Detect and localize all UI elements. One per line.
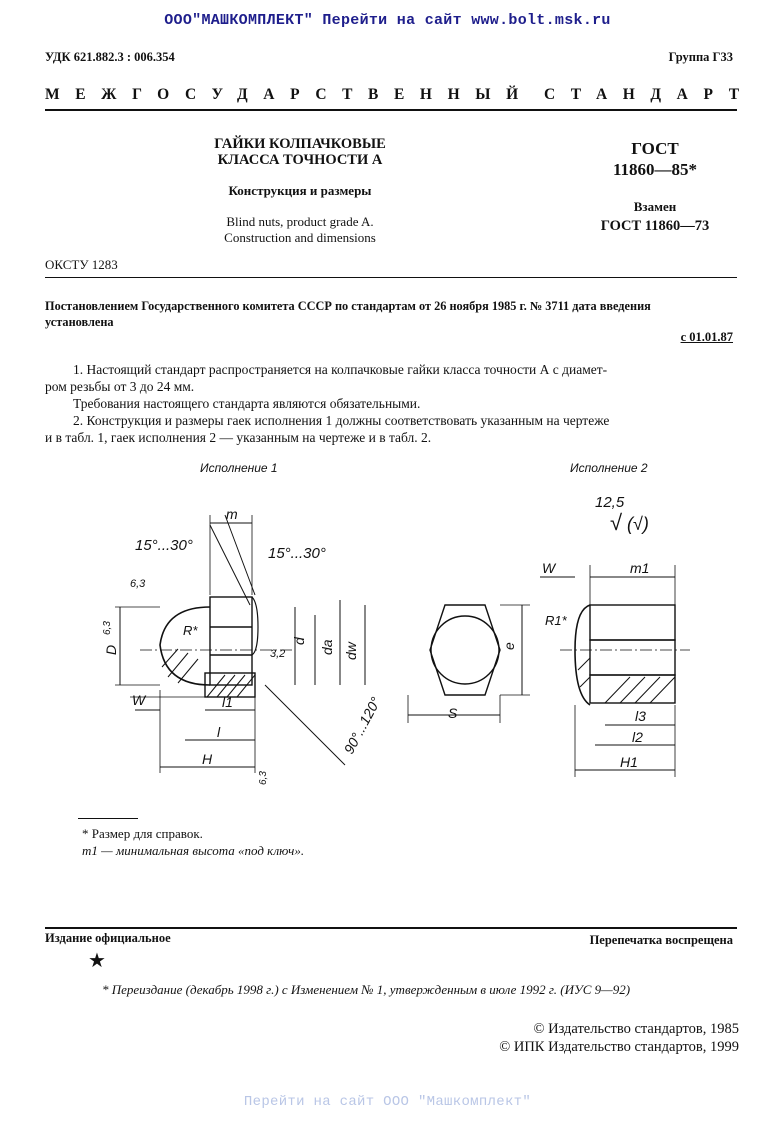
- label-d: d: [291, 637, 307, 645]
- group-code: Группа Г33: [668, 50, 733, 64]
- version-1-hex-view: [408, 605, 530, 723]
- replaces-value: ГОСТ 11860—73: [600, 218, 710, 234]
- label-m: m: [226, 506, 238, 522]
- label-roughness-63: 6,3: [130, 578, 146, 590]
- english-title: [180, 214, 420, 246]
- version-2-side-view: [540, 565, 690, 777]
- label-s: S: [448, 705, 458, 721]
- paragraph-3-line-1: 2. Конструкция и размеры гаек исполнения 1 должны соответствовать указанным на чертеже: [73, 413, 610, 428]
- title-line-1: ГАЙКИ КОЛПАЧКОВЫЕ: [214, 136, 386, 152]
- label-l: l: [217, 724, 221, 740]
- decree-text: [45, 298, 737, 330]
- label-angle: 90°...120°: [340, 694, 384, 757]
- decree-line-2: установлена: [45, 315, 114, 329]
- document-subtitle: Конструкция и размеры: [228, 183, 372, 198]
- label-D: D: [103, 644, 119, 655]
- notes-divider: [78, 818, 138, 819]
- label-chamfer-left: 15°...30°: [135, 537, 193, 554]
- paragraph-1-line-1: 1. Настоящий стандарт распространяется на колпачковые гайки класса точности А с диамет-: [73, 362, 608, 377]
- banner-left: МЕЖГОСУДАРСТВЕННЫЙ: [45, 86, 534, 103]
- label-W2: W: [542, 560, 556, 576]
- label-l1: l1: [222, 694, 233, 710]
- reissue-note: * Переиздание (декабрь 1998 г.) с Изменением № 1, утвержденным в июле 1992 г. (ИУС 9—92): [102, 982, 631, 997]
- label-H1: H1: [620, 754, 638, 770]
- label-dw: dw: [343, 642, 359, 660]
- top-rule: [45, 109, 737, 111]
- title-line-2: КЛАССА ТОЧНОСТИ А: [217, 152, 383, 168]
- star-icon: ★: [88, 950, 106, 972]
- english-title-line-1: Blind nuts, product grade A.: [226, 214, 374, 229]
- label-da: da: [319, 639, 335, 655]
- paragraph-2: Требования настоящего стандарта являются обязательными.: [73, 396, 421, 411]
- body-text: [45, 361, 737, 446]
- label-m1: m1: [630, 560, 650, 576]
- copyright-line-2: © ИПК Издательство стандартов, 1999: [499, 1039, 739, 1055]
- replaces-label: Взамен: [633, 199, 677, 214]
- roughness-check-icon: √: [610, 510, 623, 535]
- note-min-height: m1 — минимальная высота «под ключ».: [82, 843, 305, 858]
- footer-rule: [45, 927, 737, 929]
- label-roughness-32: 3,2: [270, 648, 286, 660]
- title-bottom-rule: [45, 277, 737, 278]
- label-chamfer-right: 15°...30°: [268, 545, 326, 562]
- copyright-line-1: © Издательство стандартов, 1985: [533, 1021, 739, 1037]
- label-H: H: [202, 751, 213, 767]
- label-radius: R*: [183, 623, 198, 638]
- caption-version-2: Исполнение 2: [570, 461, 648, 475]
- decree-line-1: Постановлением Государственного комитета СССР по стандартам от 26 ноября 1985 г. № 3711 дата введения: [45, 299, 651, 313]
- note-reference-size: * Размер для справок.: [82, 826, 203, 841]
- gost-number: [575, 138, 735, 180]
- gost-code: 11860—85*: [612, 160, 698, 179]
- label-roughness-63-side: 6,3: [102, 621, 113, 635]
- label-roughness-bracket: (√): [627, 514, 649, 534]
- label-roughness-125: 12,5: [595, 494, 625, 511]
- official-edition: Издание официальное: [45, 931, 171, 945]
- reprint-forbidden: Перепечатка воспрещена: [589, 933, 733, 947]
- interstate-standard-banner: [45, 86, 755, 106]
- notes: [82, 825, 304, 859]
- technical-drawing: [90, 455, 750, 785]
- gost-label: ГОСТ: [631, 139, 679, 158]
- effective-date: с 01.01.87: [680, 330, 733, 344]
- bottom-site-link[interactable]: Перейти на сайт ООО "Машкомплект": [243, 1094, 532, 1110]
- banner-right: СТАНДАРТ: [544, 86, 755, 103]
- copyright: [499, 1020, 739, 1056]
- paragraph-1-line-2: ром резьбы от 3 до 24 мм.: [45, 379, 195, 394]
- english-title-line-2: Construction and dimensions: [224, 230, 376, 245]
- udk-code: УДК 621.882.3 : 006.354: [45, 50, 175, 64]
- label-l3: l3: [635, 708, 646, 724]
- label-l2: l2: [632, 729, 643, 745]
- caption-version-1: Исполнение 1: [200, 461, 278, 475]
- label-W: W: [132, 692, 146, 708]
- document-title: [180, 136, 420, 168]
- paragraph-3-line-2: и в табл. 1, гаек исполнения 2 — указанным на чертеже и в табл. 2.: [45, 430, 432, 445]
- label-e: e: [501, 642, 517, 650]
- label-roughness-63-bottom: 6,3: [258, 771, 269, 785]
- label-R1: R1*: [545, 613, 567, 628]
- top-site-link[interactable]: ООО"МАШКОМПЛЕКТ" Перейти на сайт www.bolt.msk.ru: [164, 12, 611, 29]
- okstu-code: ОКСТУ 1283: [45, 257, 118, 272]
